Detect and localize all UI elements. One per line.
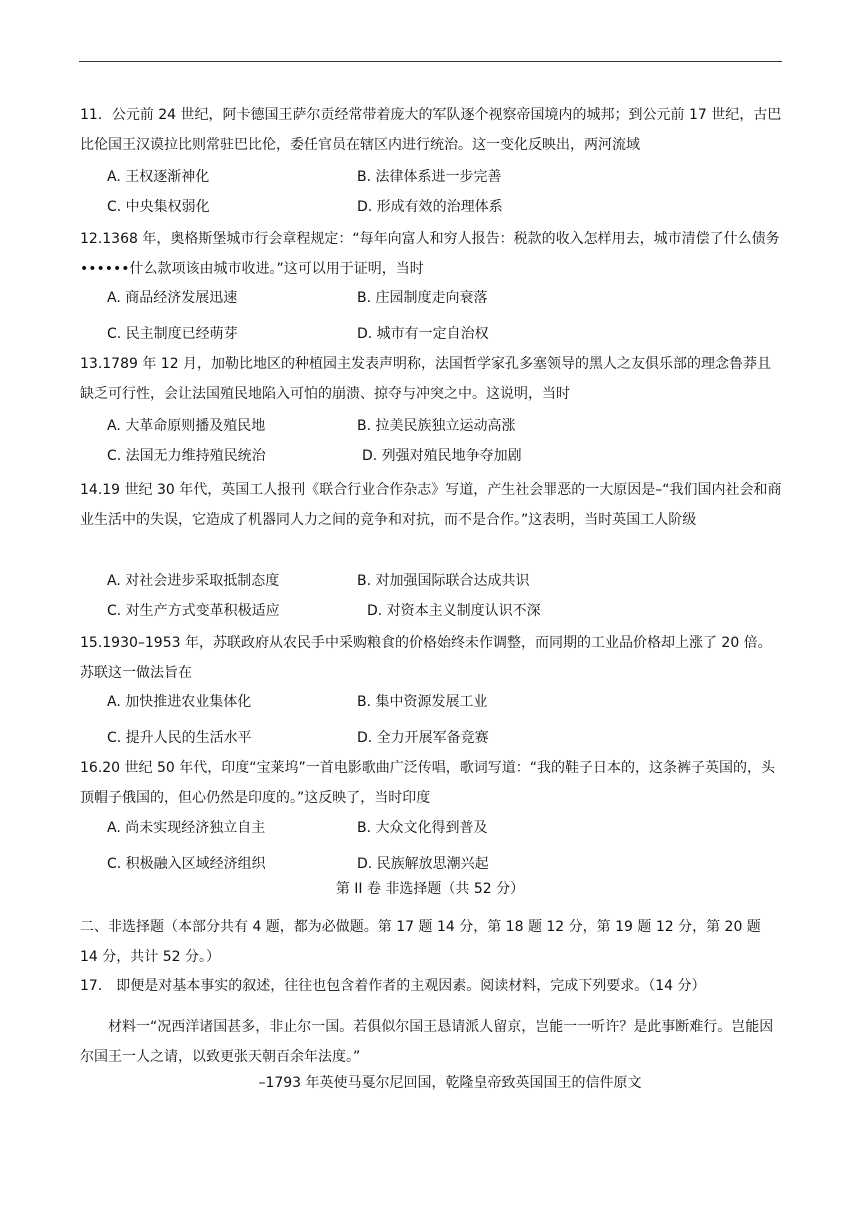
question-number: 14. bbox=[80, 482, 103, 498]
option-c[interactable]: C. 法国无力维持殖民统治 bbox=[107, 448, 266, 464]
option-a[interactable]: A. 王权逐渐神化 bbox=[107, 169, 210, 185]
question-13-options bbox=[80, 411, 782, 471]
option-b[interactable]: B. 对加强国际联合达成共识 bbox=[357, 573, 530, 589]
option-d[interactable]: D. 形成有效的治理体系 bbox=[357, 199, 503, 215]
header-rule bbox=[79, 61, 782, 62]
question-14-options bbox=[80, 566, 782, 626]
option-b[interactable]: B. 大众文化得到普及 bbox=[357, 820, 488, 836]
question-number: 12. bbox=[80, 231, 103, 247]
question-11 bbox=[80, 100, 782, 160]
question-15 bbox=[80, 628, 782, 688]
option-a[interactable]: A. 商品经济发展迅速 bbox=[107, 290, 238, 306]
question-16-options bbox=[80, 813, 782, 879]
question-12 bbox=[80, 224, 782, 284]
question-15-options bbox=[80, 687, 782, 753]
question-stem: 1930–1953 年，苏联政府从农民手中采购粮食的价格始终未作调整，而同期的工业品价格却上涨了 20 倍。苏联这一做法旨在 bbox=[80, 635, 772, 681]
option-a[interactable]: A. 对社会进步采取抵制态度 bbox=[107, 573, 280, 589]
option-b[interactable]: B. 法律体系进一步完善 bbox=[357, 169, 502, 185]
option-d[interactable]: D. 全力开展军备竞赛 bbox=[357, 730, 489, 746]
option-c[interactable]: C. 民主制度已经萌芽 bbox=[107, 326, 238, 342]
question-17-stem: 17． 即便是对基本事实的叙述，往往也包含着作者的主观因素。阅读材料，完成下列要求。（14 分） bbox=[80, 978, 706, 994]
question-stem: 20 世纪 50 年代，印度“宝莱坞”一首电影歌曲广泛传唱，歌词写道：“我的鞋子日本的，这条裤子英国的，头顶帽子俄国的，但心仍然是印度的。”这反映了，当时印度 bbox=[80, 760, 776, 806]
option-c[interactable]: C. 积极融入区域经济组织 bbox=[107, 856, 266, 872]
question-stem: 公元前 24 世纪，阿卡德国王萨尔贡经常带着庞大的军队逐个视察帝国境内的城邦；到公元前 17 世纪，古巴比伦国王汉谟拉比则常驻巴比伦，委任官员在辖区内进行统治。这一变化反映出，两河流域 bbox=[80, 107, 782, 153]
question-12-options bbox=[80, 283, 782, 349]
question-stem: 1368 年，奥格斯堡城市行会章程规定：“每年向富人和穷人报告：税款的收入怎样用去，城市清偿了什么债务••••••什么款项该由城市收进。”这可以用于证明，当时 bbox=[80, 231, 780, 277]
question-11-options bbox=[80, 162, 782, 222]
option-a[interactable]: A. 加快推进农业集体化 bbox=[107, 694, 252, 710]
material-one: 材料一“况西洋诸国甚多，非止尔一国。若俱似尔国王恳请派人留京，岂能一一听许？是此事断难行。岂能因尔国王一人之请，以致更张天朝百余年法度。” bbox=[80, 1019, 774, 1065]
option-a[interactable]: A. 大革命原则播及殖民地 bbox=[107, 418, 266, 434]
material-one-source: –1793 年英使马戛尔尼回国，乾隆皇帝致英国国王的信件原文 bbox=[258, 1075, 642, 1091]
question-number: 13. bbox=[80, 356, 103, 372]
question-number: 16. bbox=[80, 760, 103, 776]
option-c[interactable]: C. 对生产方式变革积极适应 bbox=[107, 603, 280, 619]
part-two-instructions: 二、非选择题（本部分共有 4 题，都为必做题。第 17 题 14 分，第 18 题 12 分，第 19 题 12 分，第 20 题 14 分，共计 52 分。） bbox=[80, 919, 761, 965]
question-stem: 1789 年 12 月，加勒比地区的种植园主发表声明称，法国哲学家孔多塞领导的黑人之友俱乐部的理念鲁莽且缺乏可行性，会让法国殖民地陷入可怕的崩溃、掠夺与冲突之中。这说明，当时 bbox=[80, 356, 772, 402]
section-title: 第 II 卷 非选择题（共 52 分） bbox=[335, 881, 525, 897]
question-number: 11． bbox=[80, 107, 112, 123]
option-d[interactable]: D. 城市有一定自治权 bbox=[357, 326, 489, 342]
option-d[interactable]: D. 列强对殖民地争夺加剧 bbox=[362, 448, 522, 464]
question-14 bbox=[80, 475, 782, 535]
question-number: 15. bbox=[80, 635, 103, 651]
question-13 bbox=[80, 349, 782, 409]
question-16 bbox=[80, 753, 782, 813]
option-c[interactable]: C. 提升人民的生活水平 bbox=[107, 730, 252, 746]
option-d[interactable]: D. 民族解放思潮兴起 bbox=[357, 856, 489, 872]
option-b[interactable]: B. 集中资源发展工业 bbox=[357, 694, 488, 710]
option-a[interactable]: A. 尚未实现经济独立自主 bbox=[107, 820, 266, 836]
option-c[interactable]: C. 中央集权弱化 bbox=[107, 199, 210, 215]
question-stem: 19 世纪 30 年代，英国工人报刊《联合行业合作杂志》写道，产生社会罪恶的一大原因是–“我们国内社会和商业生活中的失误，它造成了机器同人力之间的竞争和对抗，而不是合作。”这表明，当时英国工人阶级 bbox=[80, 482, 782, 528]
option-b[interactable]: B. 拉美民族独立运动高涨 bbox=[357, 418, 516, 434]
option-d[interactable]: D. 对资本主义制度认识不深 bbox=[367, 603, 541, 619]
option-b[interactable]: B. 庄园制度走向衰落 bbox=[357, 290, 488, 306]
